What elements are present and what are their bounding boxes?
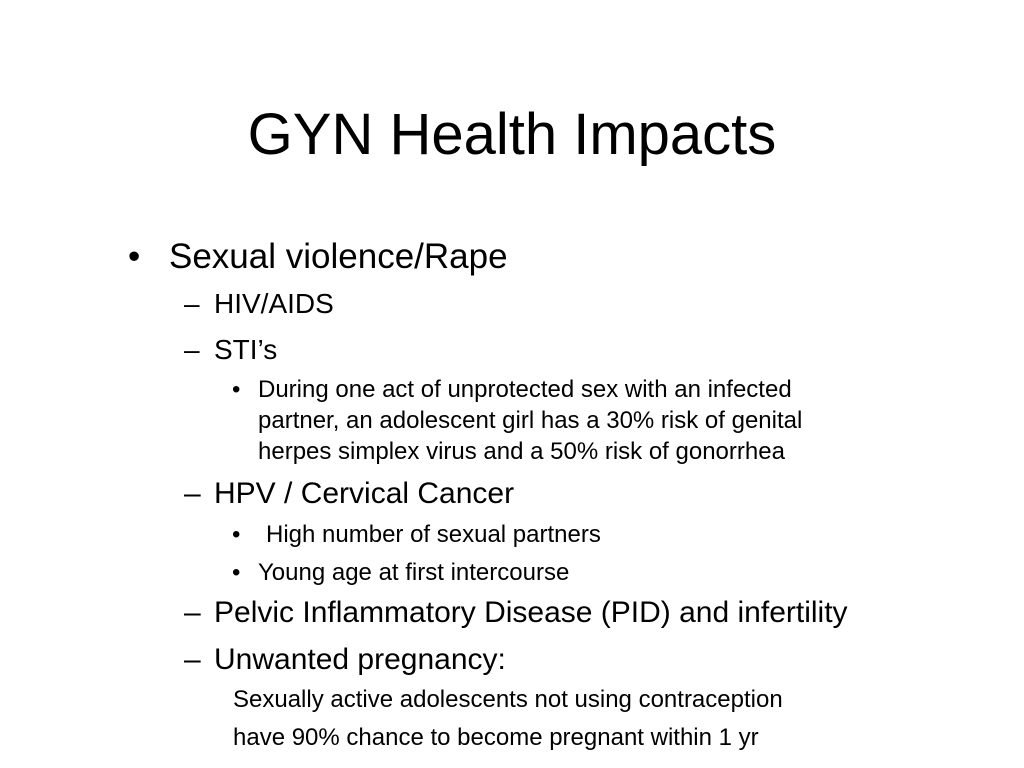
dash-icon: – [184,643,201,676]
dash-icon: – [184,334,200,365]
sti-detail-line-2: partner, an adolescent girl has a 30% risk of genital [258,407,803,434]
pregnancy-detail-line-2: have 90% chance to become pregnant within 1 yr [233,724,759,751]
dash-icon: – [184,288,200,319]
sub-bullet-sti: STI’s [214,334,278,365]
bullet-icon: • [128,237,141,276]
sti-detail-line-3: herpes simplex virus and a 50% risk of gonorrhea [258,438,785,465]
slide-title: GYN Health Impacts [247,102,777,167]
hpv-detail-partners: High number of sexual partners [266,521,601,548]
bullet-icon: • [232,559,241,586]
dash-icon: – [184,477,201,510]
bullet-sexual-violence: Sexual violence/Rape [169,237,508,276]
sub-bullet-hpv: HPV / Cervical Cancer [214,477,515,510]
dash-icon: – [184,596,201,629]
bullet-icon: • [232,376,241,403]
sub-bullet-pregnancy: Unwanted pregnancy: [214,643,506,676]
hpv-detail-age: Young age at first intercourse [258,559,570,586]
sti-detail-line-1: During one act of unprotected sex with an infected [258,376,792,403]
sub-bullet-pid: Pelvic Inflammatory Disease (PID) and infertility [214,596,848,629]
sub-bullet-hiv: HIV/AIDS [214,288,334,319]
pregnancy-detail-line-1: Sexually active adolescents not using contraception [233,686,783,713]
bullet-icon: • [232,521,241,548]
